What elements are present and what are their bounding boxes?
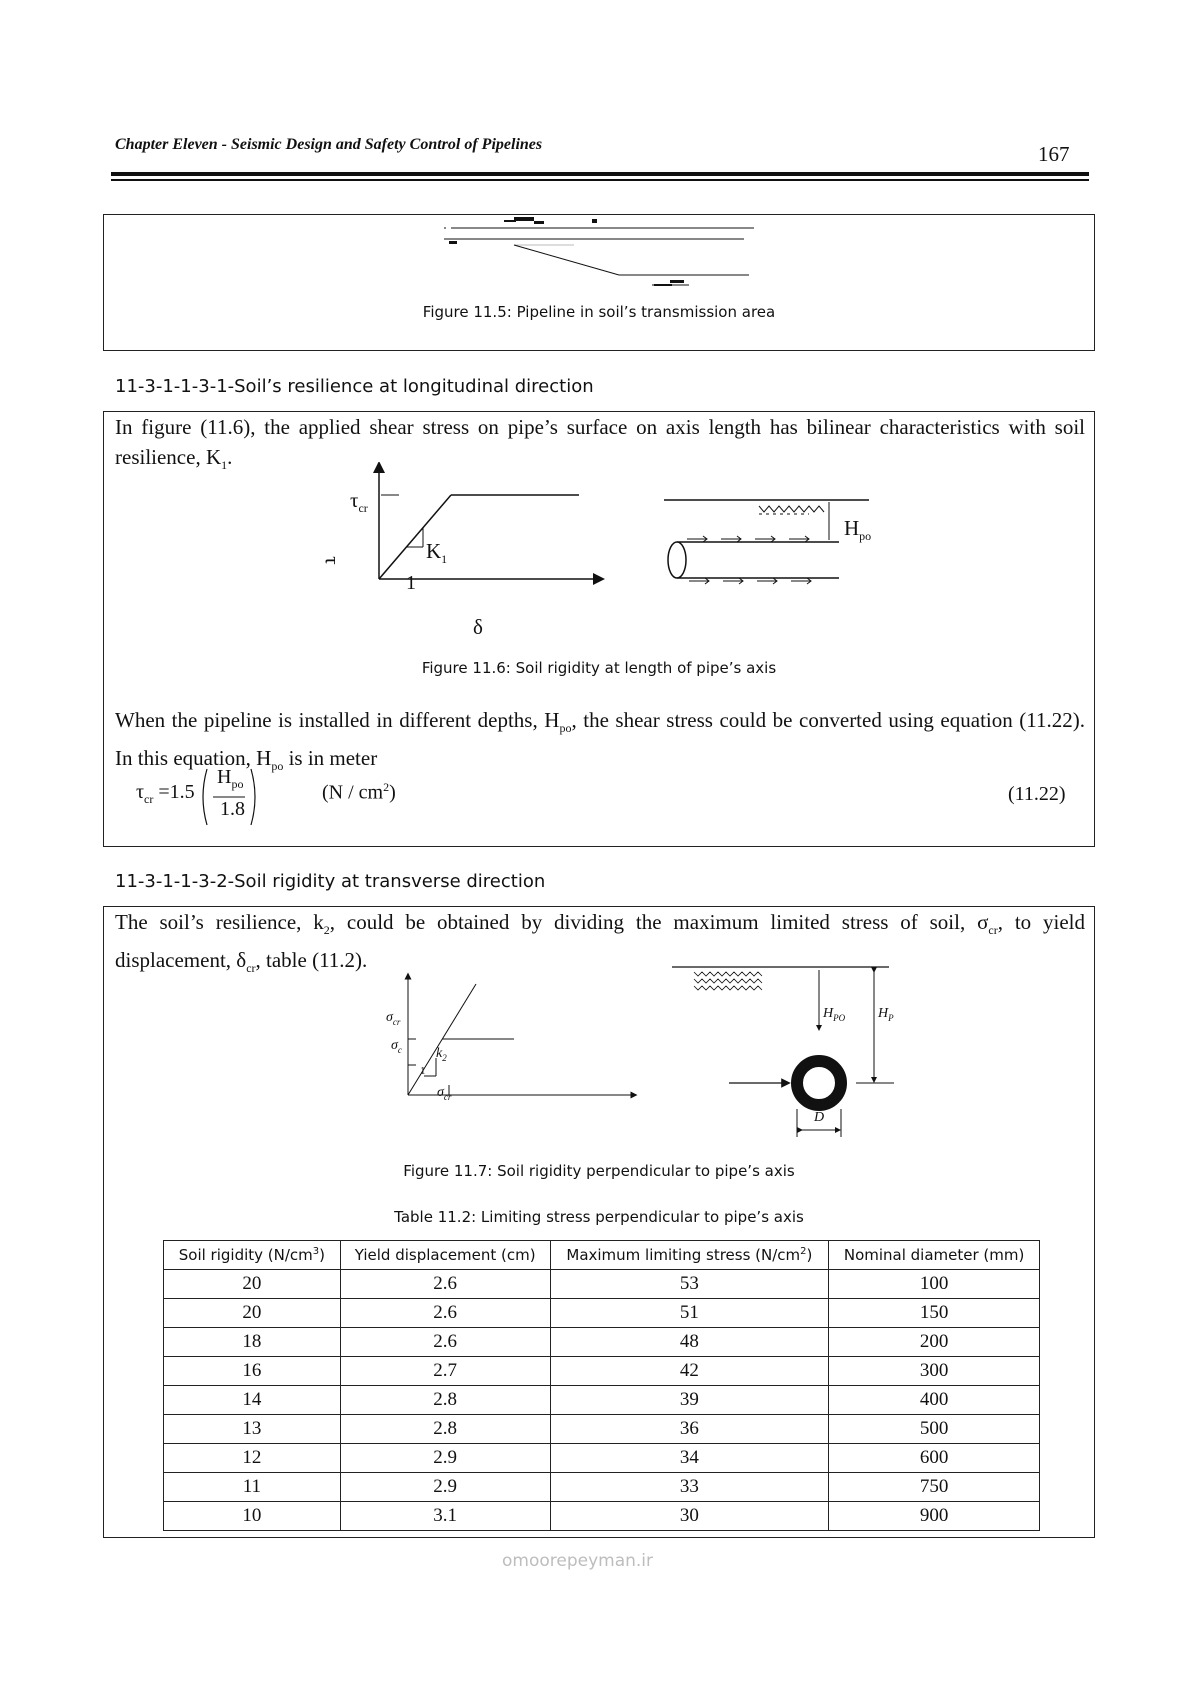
- table-cell: 14: [164, 1386, 341, 1415]
- table-cell: 100: [829, 1270, 1040, 1299]
- table-cell: 2.8: [340, 1415, 550, 1444]
- table-cell: 600: [829, 1444, 1040, 1473]
- table-cell: 36: [550, 1415, 829, 1444]
- header-nominal-diameter: Nominal diameter (mm): [829, 1241, 1040, 1270]
- table-cell: 2.9: [340, 1444, 550, 1473]
- page-number: 167: [1038, 142, 1070, 166]
- table-row: [164, 1328, 1040, 1357]
- table-cell: 200: [829, 1328, 1040, 1357]
- section-2-box: [103, 906, 1095, 1538]
- table-row: [164, 1386, 1040, 1415]
- figure-11-5-caption: Figure 11.5: Pipeline in soil’s transmission area: [422, 303, 776, 321]
- figure-11-7-pipe-drawing: [564, 962, 924, 1142]
- header-rule-thick: [111, 172, 1089, 176]
- table-cell: 48: [550, 1328, 829, 1357]
- table-body: [164, 1270, 1040, 1531]
- figure-11-7-caption: Figure 11.7: Soil rigidity perpendicular to pipe’s axis: [403, 1162, 795, 1180]
- table-row: [164, 1473, 1040, 1502]
- table-cell: 20: [164, 1299, 341, 1328]
- slope-one-label: 1: [406, 572, 416, 594]
- table-cell: 39: [550, 1386, 829, 1415]
- sigma-cr-axis-label: $\sigma_{cr}$: [437, 1085, 452, 1102]
- tau-axis-label: τ: [320, 556, 345, 565]
- table-cell: 10: [164, 1502, 341, 1531]
- table-row: [164, 1270, 1040, 1299]
- figure-11-5-box: [103, 214, 1095, 351]
- table-cell: 3.1: [340, 1502, 550, 1531]
- table-cell: 11: [164, 1473, 341, 1502]
- table-row: [164, 1299, 1040, 1328]
- hp-depth-label: $H_P$: [878, 1006, 894, 1023]
- header-yield-displacement: Yield displacement (cm): [340, 1241, 550, 1270]
- table-cell: 150: [829, 1299, 1040, 1328]
- table-cell: 300: [829, 1357, 1040, 1386]
- section-1-paragraph-2: When the pipeline is installed in different depths, $H_{po}$, the shear stress could be converted using equation (11.22). In this equation, $H_{po}$ is in meter: [115, 708, 1085, 774]
- table-cell: 2.9: [340, 1473, 550, 1502]
- equation-number: (11.22): [1008, 783, 1066, 805]
- table-row: [164, 1357, 1040, 1386]
- figure-11-6-pipe-drawing: [659, 462, 919, 602]
- tau-cr-label: $\tau_{cr}$: [350, 488, 368, 516]
- table-11-2: [163, 1240, 1040, 1531]
- section-1-box: [103, 411, 1095, 847]
- equation-11-22: $\tau_{cr} =1.5$: [136, 781, 195, 806]
- table-cell: 51: [550, 1299, 829, 1328]
- section-2-heading: 11-3-1-1-3-2-Soil rigidity at transverse direction: [115, 871, 546, 892]
- section-2-paragraph: The soil’s resilience, $k_2$, could be obtained by dividing the maximum limited stress of soil, $\sigma_{cr}$, to yield displacement, $\delta_{cr}$, table (11.2).: [115, 910, 1086, 976]
- equation-denominator: 1.8: [220, 798, 245, 820]
- table-cell: 2.6: [340, 1270, 550, 1299]
- table-cell: 750: [829, 1473, 1040, 1502]
- table-cell: 33: [550, 1473, 829, 1502]
- table-cell: 16: [164, 1357, 341, 1386]
- table-row: [164, 1415, 1040, 1444]
- table-cell: 2.8: [340, 1386, 550, 1415]
- equation-numerator: $H_{po}$: [217, 766, 244, 791]
- table-cell: 20: [164, 1270, 341, 1299]
- sigma-cr-label: $\sigma_{cr}$: [386, 1010, 401, 1027]
- equation-units: $(N / cm^2)$: [322, 780, 396, 804]
- table-cell: 34: [550, 1444, 829, 1473]
- table-cell: 2.7: [340, 1357, 550, 1386]
- table-cell: 18: [164, 1328, 341, 1357]
- slope-one-label-2: 1: [420, 1065, 426, 1077]
- section-1-paragraph-1: In figure (11.6), the applied shear stress on pipe’s surface on axis length has bilinear characteristics with soil resilience, $K_1$.: [115, 415, 1085, 473]
- table-cell: 400: [829, 1386, 1040, 1415]
- hpo-depth-label: $H_{PO}$: [823, 1006, 846, 1023]
- table-cell: 900: [829, 1502, 1040, 1531]
- table-header-row: [164, 1241, 1040, 1270]
- table-cell: 2.6: [340, 1328, 550, 1357]
- table-cell: 13: [164, 1415, 341, 1444]
- hpo-label: $H_{po}$: [844, 516, 872, 544]
- sigma-c-label: $\sigma_c$: [391, 1038, 402, 1055]
- figure-11-6-caption: Figure 11.6: Soil rigidity at length of pipe’s axis: [421, 659, 777, 677]
- table-cell: 30: [550, 1502, 829, 1531]
- table-cell: 42: [550, 1357, 829, 1386]
- section-1-heading: 11-3-1-1-3-1-Soil’s resilience at longitudinal direction: [115, 376, 594, 397]
- table-cell: 53: [550, 1270, 829, 1299]
- k1-label: $K_1$: [426, 539, 448, 567]
- watermark-site-text: omoorepeyman.ir: [502, 1551, 654, 1571]
- diameter-label: D: [814, 1110, 825, 1125]
- header-soil-rigidity: Soil rigidity $(N/cm^3)$: [164, 1241, 341, 1270]
- table-cell: 12: [164, 1444, 341, 1473]
- chapter-title: Chapter Eleven - Seismic Design and Safety Control of Pipelines: [115, 136, 543, 153]
- table-row: [164, 1502, 1040, 1531]
- table-cell: 500: [829, 1415, 1040, 1444]
- table-cell: 2.6: [340, 1299, 550, 1328]
- k2-label: $k_2$: [436, 1046, 447, 1063]
- header-max-limiting-stress: Maximum limiting stress $(N/cm^2)$: [550, 1241, 829, 1270]
- table-11-2-caption: Table 11.2: Limiting stress perpendicular to pipe’s axis: [394, 1208, 804, 1226]
- delta-axis-label: δ: [473, 615, 483, 639]
- table-row: [164, 1444, 1040, 1473]
- figure-11-5-drawing: [104, 215, 1094, 305]
- header-rule-thin: [111, 179, 1089, 181]
